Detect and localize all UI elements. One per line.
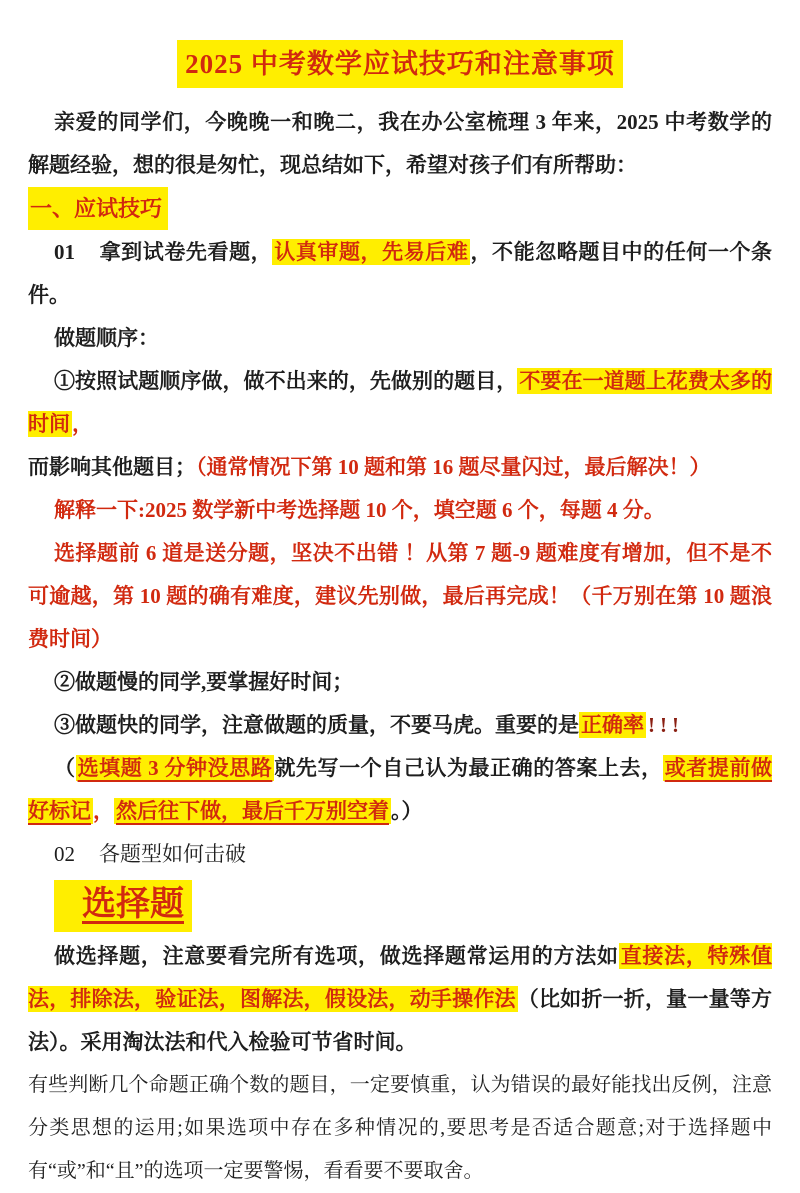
highlighted-run: 不要在一道题上花费太多的时间 — [28, 369, 773, 436]
section1-heading: 一、应试技巧 — [28, 187, 168, 230]
choice-question-subheading: 选择题 — [54, 880, 192, 932]
section1-heading-row — [28, 187, 772, 231]
red-text: 选择题前 6 道是送分题，坚决不出错 ！从第 7 题-9 题难度有增加，但不是不可逾越，第 10 题的确有难度，建议先别做，最后再完成！（千万别在第 10 题浪费时间） — [28, 541, 772, 651]
tip-note-paragraph — [28, 747, 772, 833]
highlighted-underlined-run: 选填题 3 分钟没思路 — [77, 756, 273, 780]
highlighted-run: 直接法，特殊值法，排除法，验证法，图解法，假设法，动手操作法 — [28, 944, 772, 1011]
final-text: 有些判断几个命题正确个数的题目，一定要慎重，认为错误的最好能找出反例，注意分类思想的运用;如果选项中存在多种情况的,要思考是否适合题意;对于选择题中有“或”和“且”的选项一定要警惕，看看要不要取舍。 — [28, 1074, 772, 1182]
item-number-01: 01 — [54, 240, 75, 264]
highlighted-underlined-run: 或者提前做好标记 — [28, 756, 773, 823]
text-run: ①按照试题顺序做，做不出来的，先做别的题目， — [54, 369, 518, 393]
step2-paragraph — [28, 661, 772, 704]
step1-paragraph — [28, 360, 772, 446]
highlighted-run: 认真审题，先易后难 — [274, 240, 469, 264]
item-02-paragraph — [28, 833, 772, 876]
text-run: ②做题慢的同学,要掌握好时间； — [54, 670, 354, 694]
advice-paragraph — [28, 532, 772, 661]
step1b-paragraph — [28, 446, 772, 489]
text-run: 各题型如何击破 — [99, 842, 246, 866]
text-run: ，不能忽略题目中的任何一个条件。 — [28, 240, 773, 307]
text-run: （ — [54, 756, 76, 780]
explain-paragraph — [28, 489, 772, 532]
text-run: 。） — [391, 799, 423, 823]
text-run: 拿到试卷先看题， — [99, 240, 273, 264]
choice-method-paragraph — [28, 935, 772, 1064]
exclamation-run: !!! — [648, 713, 684, 737]
red-note-run: （通常情况下第 10 题和第 16 题尽量闪过，最后解决！） — [196, 455, 711, 479]
order-label-paragraph — [28, 317, 772, 360]
subheading-row — [28, 880, 772, 933]
red-run: ， — [72, 412, 93, 436]
order-label: 做题顺序： — [54, 326, 159, 350]
text-run: ③做题快的同学，注意做题的质量，不要马虎。重要的是 — [54, 713, 579, 737]
red-run: ， — [93, 799, 114, 823]
highlighted-run: 正确率 — [581, 713, 644, 737]
intro-text: 亲爱的同学们，今晚晚一和晚二，我在办公室梳理 3 年来，2025 中考数学的解题经验，想的很是匆忙，现总结如下，希望对孩子们有所帮助： — [28, 110, 772, 177]
doc-title: 2025 中考数学应试技巧和注意事项 — [177, 40, 623, 88]
final-paragraph — [28, 1064, 772, 1193]
text-run: 做选择题，注意要看完所有选项，做选择题常运用的方法如 — [54, 944, 619, 968]
tip-01-paragraph — [28, 231, 772, 317]
text-run: （比如折一折，量一量等方法）。采用淘汰法和代入检验可节省时间。 — [28, 987, 772, 1054]
text-run: 而影响其他题目； — [28, 455, 196, 479]
title-row — [28, 40, 772, 91]
step3-paragraph — [28, 704, 772, 747]
intro-paragraph — [28, 101, 772, 187]
red-text: 解释一下:2025 数学新中考选择题 10 个，填空题 6 个，每题 4 分。 — [54, 498, 665, 522]
text-run: 就先写一个自己认为最正确的答案上去， — [274, 756, 663, 780]
highlighted-underlined-run: 然后往下做，最后千万别空着 — [116, 799, 389, 823]
item-number-02: 02 — [54, 842, 75, 866]
